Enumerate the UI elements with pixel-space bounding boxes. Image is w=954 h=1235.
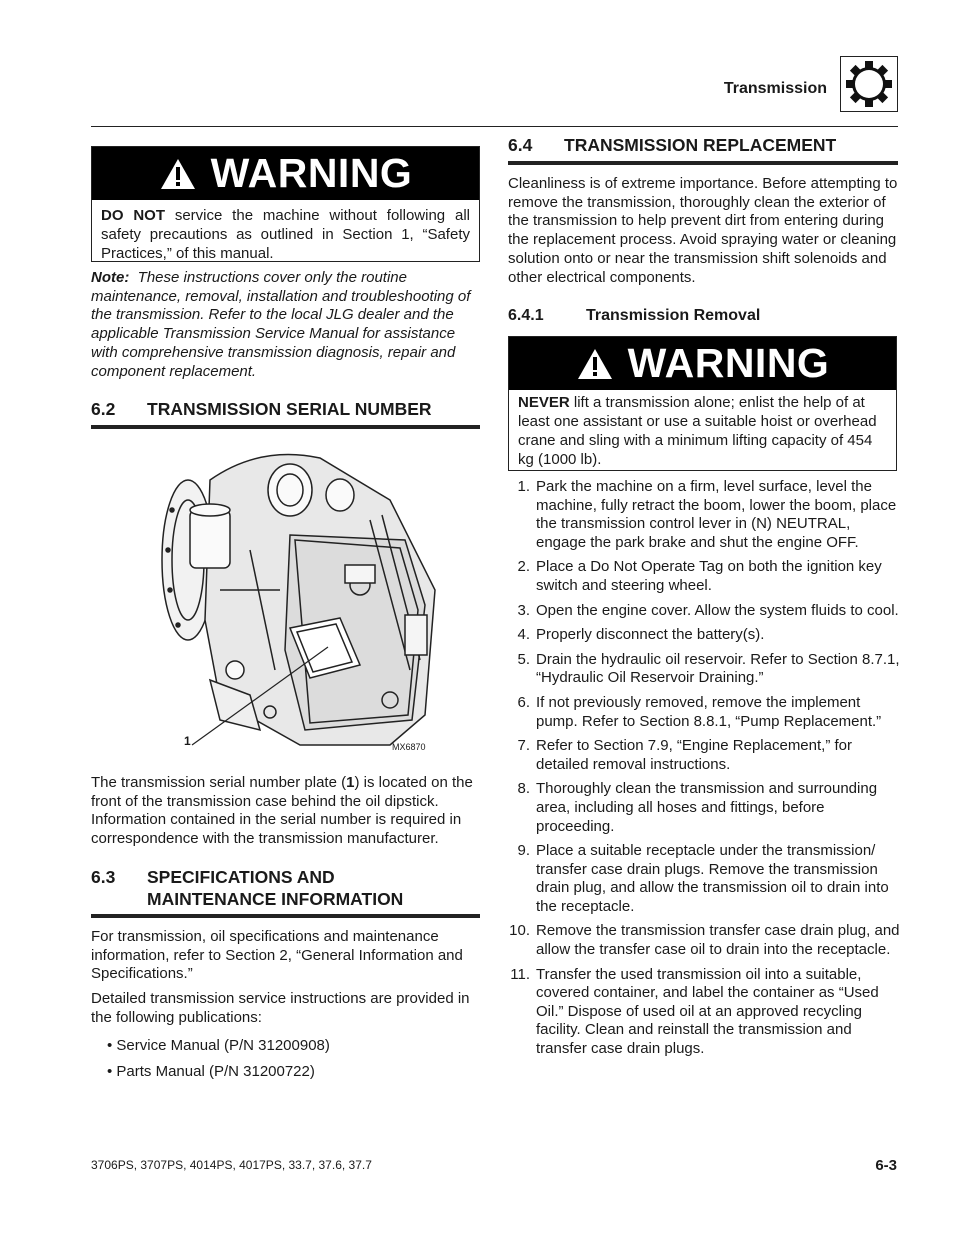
serial-text-callout: 1	[346, 774, 355, 791]
warning-text	[509, 390, 896, 475]
warning-rest: service the machine without following all safety precautions as outlined in Section 1, “Safety Practices,” of this manual.	[101, 207, 470, 262]
step-item	[508, 558, 900, 595]
step-text: Park the machine on a firm, level surface, level the machine, fully retract the boom, lower the boom, place the transmission control lever in (N) NEUTRAL, engage the park brake and shut the engine OFF.	[536, 478, 897, 551]
note-text: These instructions cover only the routine maintenance, removal, installation and troubleshooting of the transmission. Refer to the local JLG dealer and the applicable Transmission Service Manual for assistance with comprehensive transmission diagnosis, repair and component replacement.	[91, 269, 471, 380]
warning-word: WARNING	[627, 340, 830, 386]
step-number: 7.	[517, 737, 530, 755]
section-title-line1: SPECIFICATIONS AND	[147, 867, 335, 887]
section-number: 6.3	[91, 867, 116, 887]
figure-code: MX6870	[392, 742, 426, 752]
note-paragraph	[91, 269, 480, 381]
section-6-3-heading	[91, 866, 480, 918]
step-number: 9.	[517, 842, 530, 860]
step-item	[508, 737, 900, 774]
step-number: 4.	[517, 626, 530, 644]
note-label: Note:	[91, 269, 130, 286]
step-number: 5.	[517, 650, 530, 668]
step-item	[508, 966, 900, 1059]
step-item	[508, 626, 900, 645]
step-number: 6.	[517, 693, 530, 711]
step-item	[508, 694, 900, 731]
section-title-line2: MAINTENANCE INFORMATION	[147, 889, 404, 909]
warning-banner	[509, 337, 896, 390]
warning-text	[92, 200, 479, 269]
spec-paragraph-1: For transmission, oil specifications and maintenance information, refer to Section 2, “General Information and Specifications.”	[91, 928, 463, 983]
warning-lead: NEVER	[518, 394, 570, 411]
subsection-number: 6.4.1	[508, 307, 544, 324]
figure-callout: 1	[184, 734, 191, 748]
warning-triangle-icon	[576, 347, 614, 381]
removal-steps-list	[508, 478, 900, 1065]
section-title: TRANSMISSION SERIAL NUMBER	[147, 399, 432, 419]
section-6-4-1-heading	[508, 307, 760, 325]
warning-lead: DO NOT	[101, 207, 165, 224]
step-item	[508, 478, 900, 552]
gear-icon	[840, 56, 898, 112]
warning-banner	[92, 147, 479, 200]
step-text: If not previously removed, remove the implement pump. Refer to Section 8.8.1, “Pump Replacement.”	[536, 693, 882, 730]
section-number: 6.4	[508, 135, 533, 155]
subsection-title: Transmission Removal	[586, 307, 761, 324]
step-item	[508, 842, 900, 916]
serial-text-a: The transmission serial number plate (	[91, 774, 347, 791]
step-number: 8.	[517, 780, 530, 798]
transmission-illustration	[150, 440, 450, 758]
step-item	[508, 602, 900, 621]
step-text: Remove the transmission transfer case drain plug, and allow the transfer case oil to drain into the receptacle.	[536, 922, 900, 959]
step-number: 11.	[510, 965, 530, 983]
warning-rest: lift a transmission alone; enlist the help of at least one assistant or use a suitable hoist or overhead crane and sling with a minimum lifting capacity of 454 kg (1000 lb).	[518, 394, 877, 468]
step-text: Transfer the used transmission oil into a suitable, covered container, and label the container as “Used Oil.” Dispose of used oil at an approved recycling facility. Clean and reinstall the transmission and transfer case drain plugs.	[536, 965, 879, 1058]
step-text: Place a Do Not Operate Tag on both the ignition key switch and steering wheel.	[536, 558, 882, 594]
footer-page-number: 6-3	[875, 1157, 897, 1174]
step-text: Place a suitable receptacle under the transmission/ transfer case drain plugs. Remove the transmission drain plug, and allow the transmission oil to drain into the receptacle.	[536, 842, 889, 915]
step-number: 3.	[517, 601, 530, 619]
spec-paragraph-2: Detailed transmission service instructions are provided in the following publications:	[91, 990, 470, 1026]
transmission-figure	[150, 440, 450, 758]
step-item	[508, 922, 900, 959]
running-header-title: Transmission	[723, 80, 827, 97]
step-number: 1.	[517, 478, 530, 495]
step-item	[508, 780, 900, 836]
step-text: Drain the hydraulic oil reservoir. Refer to Section 8.7.1, “Hydraulic Oil Reservoir Draining.”	[536, 650, 900, 687]
publication-item: • Service Manual (P/N 31200908)	[107, 1037, 330, 1054]
section-6-4-heading	[508, 135, 898, 165]
warning-box-lifting	[508, 336, 897, 471]
section-6-2-heading	[91, 399, 480, 429]
section-title: TRANSMISSION REPLACEMENT	[564, 135, 837, 155]
footer-models: 3706PS, 3707PS, 4014PS, 4017PS, 33.7, 37.6, 37.7	[91, 1158, 372, 1172]
step-text: Open the engine cover. Allow the system fluids to cool.	[536, 601, 899, 619]
header-rule	[91, 126, 898, 127]
serial-text-c: ) is located on the front of the transmission case behind the oil dipstick. Information contained in the serial number is required in correspondence with the transmission manufacturer.	[91, 774, 473, 848]
step-item	[508, 651, 900, 688]
serial-number-paragraph	[91, 774, 480, 849]
warning-box-safety	[91, 146, 480, 262]
step-text: Refer to Section 7.9, “Engine Replacement,” for detailed removal instructions.	[536, 737, 852, 773]
step-number: 2.	[517, 558, 530, 576]
section-number: 6.2	[91, 399, 116, 419]
step-text: Properly disconnect the battery(s).	[536, 626, 765, 644]
step-text: Thoroughly clean the transmission and surrounding area, including all hoses and fittings, before proceeding.	[536, 780, 878, 835]
warning-word: WARNING	[210, 150, 413, 196]
step-number: 10.	[509, 922, 530, 940]
cleanliness-paragraph: Cleanliness is of extreme importance. Before attempting to remove the transmission, thoroughly clean the exterior of the transmission to help prevent dirt from entering during the replacement process. Avoid spraying water or cleaning solution onto or near the transmission shift solenoids and other electrical components.	[508, 175, 898, 286]
warning-triangle-icon	[159, 157, 197, 191]
publication-item: • Parts Manual (P/N 31200722)	[107, 1063, 315, 1080]
